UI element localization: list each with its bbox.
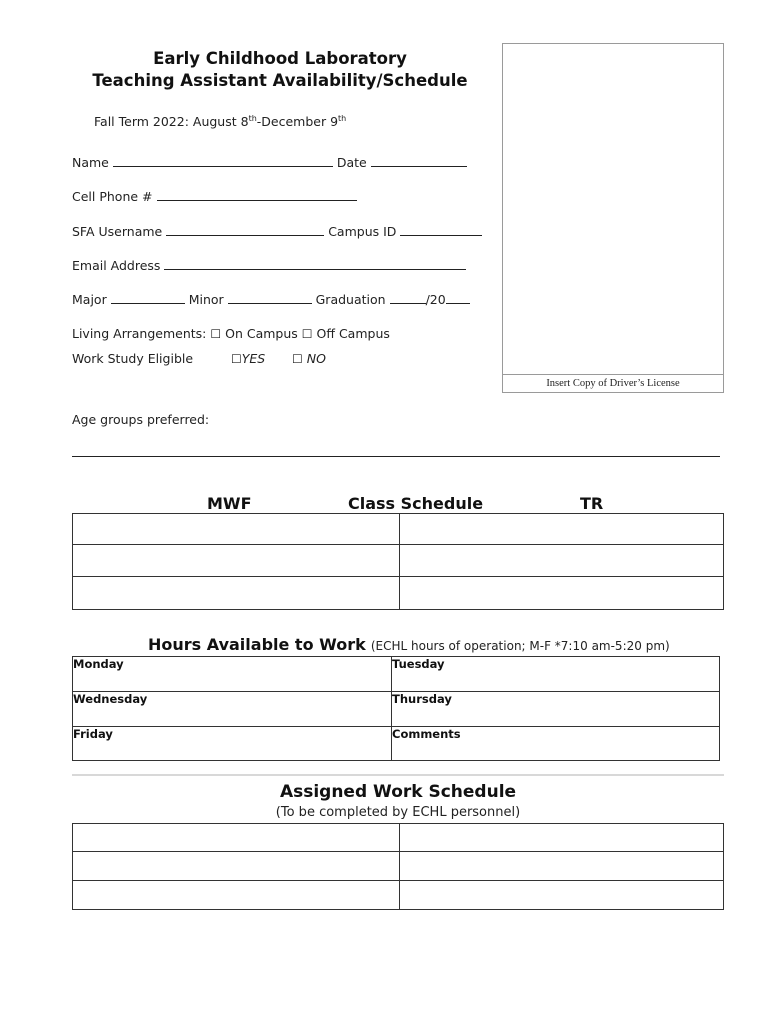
cell-phone-label: Cell Phone # bbox=[72, 189, 153, 204]
drivers-license-box[interactable] bbox=[502, 43, 724, 393]
major-minor-row bbox=[72, 292, 470, 307]
age-groups-label: Age groups preferred: bbox=[72, 412, 210, 427]
tr-cell-2[interactable] bbox=[400, 545, 724, 577]
graduation-label: Graduation bbox=[315, 292, 386, 307]
hours-title: Hours Available to Work bbox=[148, 635, 366, 654]
wednesday-cell[interactable]: Wednesday bbox=[73, 692, 392, 727]
minor-label: Minor bbox=[188, 292, 224, 307]
minor-field[interactable] bbox=[228, 292, 312, 304]
graduation-year-prefix: /20 bbox=[425, 292, 446, 307]
assigned-cell-1b[interactable] bbox=[400, 824, 724, 852]
work-study-yes bbox=[231, 351, 265, 366]
tr-cell-1[interactable] bbox=[400, 514, 724, 545]
on-campus-label: On Campus bbox=[225, 326, 298, 341]
mwf-cell-3[interactable] bbox=[73, 577, 400, 610]
tr-header: TR bbox=[580, 494, 604, 513]
graduation-term-field[interactable] bbox=[390, 292, 426, 304]
assigned-cell-1a[interactable] bbox=[73, 824, 400, 852]
email-field[interactable] bbox=[164, 258, 466, 270]
email-label: Email Address bbox=[72, 258, 161, 273]
name-date-row bbox=[72, 155, 467, 170]
cell-phone-row bbox=[72, 189, 357, 204]
off-campus-checkbox[interactable]: ☐ bbox=[301, 327, 313, 341]
assigned-table bbox=[72, 823, 724, 910]
username-label: SFA Username bbox=[72, 224, 163, 239]
major-field[interactable] bbox=[111, 292, 185, 304]
off-campus-label: Off Campus bbox=[316, 326, 390, 341]
mwf-cell-1[interactable] bbox=[73, 514, 400, 545]
form-title-line2: Teaching Assistant Availability/Schedule bbox=[92, 71, 468, 90]
assigned-cell-3a[interactable] bbox=[73, 881, 400, 910]
comments-cell[interactable]: Comments bbox=[392, 727, 720, 761]
class-schedule-table bbox=[72, 513, 724, 610]
living-row bbox=[72, 326, 390, 341]
monday-cell[interactable]: Monday bbox=[73, 657, 392, 692]
assigned-cell-2a[interactable] bbox=[73, 852, 400, 881]
assigned-title: Assigned Work Schedule bbox=[279, 782, 517, 802]
form-title-line1: Early Childhood Laboratory bbox=[153, 49, 407, 68]
name-field[interactable] bbox=[113, 155, 333, 167]
no-label: NO bbox=[306, 351, 326, 366]
hours-table bbox=[72, 656, 720, 761]
assigned-cell-3b[interactable] bbox=[400, 881, 724, 910]
tuesday-cell[interactable]: Tuesday bbox=[392, 657, 720, 692]
friday-cell[interactable]: Friday bbox=[73, 727, 392, 761]
work-study-label: Work Study Eligible bbox=[72, 351, 194, 366]
hours-note: (ECHL hours of operation; M-F *7:10 am-5:20 pm) bbox=[370, 639, 670, 653]
living-label: Living Arrangements: bbox=[72, 326, 207, 341]
major-label: Major bbox=[72, 292, 107, 307]
assigned-subtitle: (To be completed by ECHL personnel) bbox=[275, 805, 521, 820]
term-dates: Fall Term 2022: August 8th-December 9th bbox=[94, 113, 347, 129]
class-schedule-header: Class Schedule bbox=[348, 494, 484, 513]
name-label: Name bbox=[72, 155, 109, 170]
work-study-no bbox=[292, 351, 326, 366]
drivers-license-caption: Insert Copy of Driver’s License bbox=[503, 374, 723, 392]
email-row bbox=[72, 258, 466, 273]
on-campus-checkbox[interactable]: ☐ bbox=[210, 327, 222, 341]
campus-id-label: Campus ID bbox=[328, 224, 397, 239]
cell-phone-field[interactable] bbox=[157, 189, 357, 201]
hours-heading bbox=[148, 635, 670, 654]
assigned-cell-2b[interactable] bbox=[400, 852, 724, 881]
age-groups-line[interactable] bbox=[72, 456, 720, 457]
date-label: Date bbox=[336, 155, 367, 170]
mwf-header: MWF bbox=[207, 494, 252, 513]
thursday-cell[interactable]: Thursday bbox=[392, 692, 720, 727]
section-divider bbox=[72, 774, 724, 776]
username-field[interactable] bbox=[166, 224, 324, 236]
date-field[interactable] bbox=[371, 155, 467, 167]
mwf-cell-2[interactable] bbox=[73, 545, 400, 577]
yes-label: YES bbox=[241, 351, 266, 366]
campus-id-field[interactable] bbox=[400, 224, 482, 236]
yes-checkbox[interactable]: ☐ bbox=[231, 352, 242, 366]
graduation-year-field[interactable] bbox=[446, 292, 470, 304]
tr-cell-3[interactable] bbox=[400, 577, 724, 610]
username-row bbox=[72, 224, 482, 239]
no-checkbox[interactable]: ☐ bbox=[292, 352, 303, 366]
